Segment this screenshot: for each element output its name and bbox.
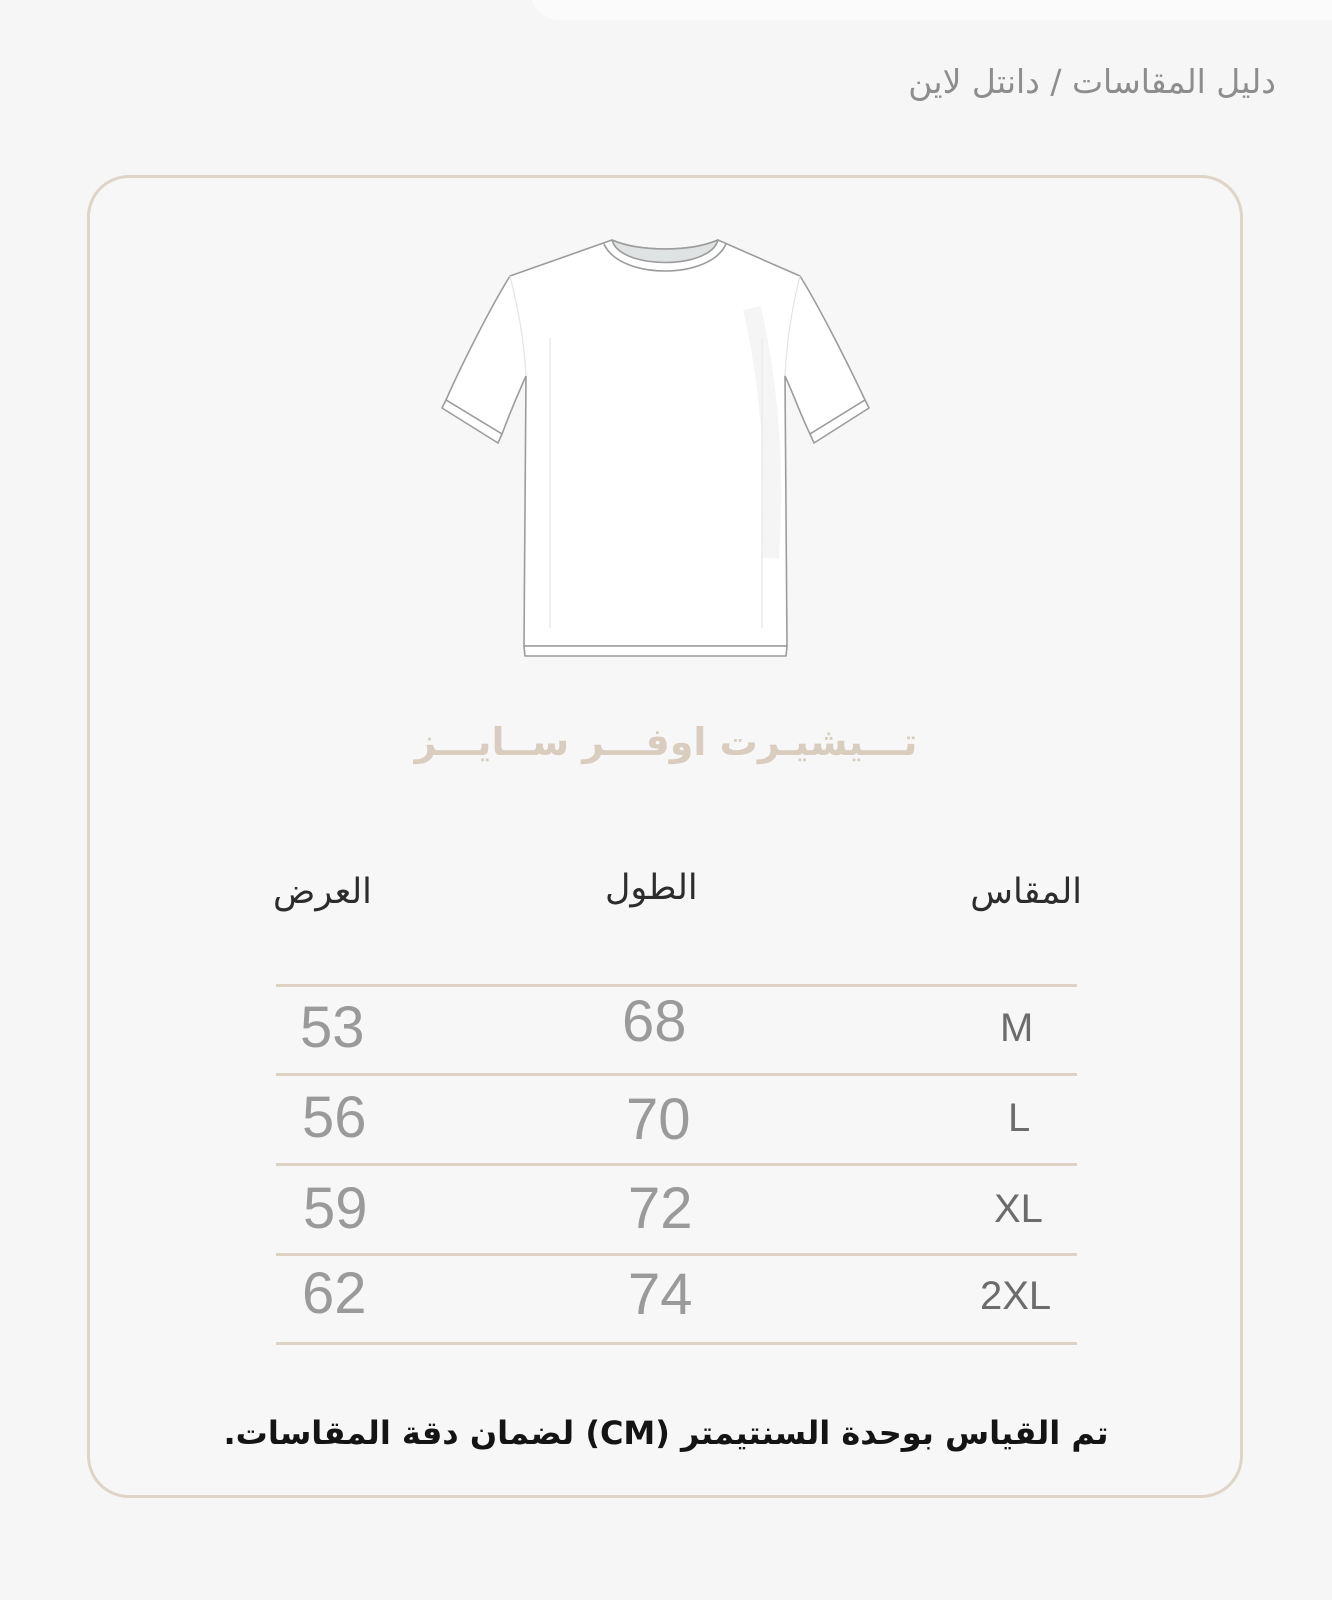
cell-size-m: M xyxy=(1000,1006,1034,1050)
cell-length-2xl: 74 xyxy=(628,1262,693,1327)
header-size: المقاس xyxy=(970,872,1082,912)
cell-width-xl: 59 xyxy=(303,1176,368,1241)
cell-size-xl: XL xyxy=(994,1187,1043,1231)
cell-width-l: 56 xyxy=(302,1085,367,1150)
table-divider xyxy=(276,1163,1077,1166)
measurement-note: تم القياس بوحدة السنتيمتر (CM) لضمان دقة المقاسات. xyxy=(223,1414,1109,1452)
cell-size-l: L xyxy=(1008,1096,1031,1140)
tshirt-illustration xyxy=(440,228,890,678)
table-divider xyxy=(276,1253,1077,1256)
cell-length-m: 68 xyxy=(622,989,687,1054)
top-tab-shape xyxy=(530,0,1332,20)
breadcrumb: دليل المقاسات / دانتل لاين xyxy=(908,62,1276,101)
table-divider xyxy=(276,1342,1077,1345)
table-divider xyxy=(276,984,1077,987)
header-width: العرض xyxy=(273,872,372,912)
cell-width-m: 53 xyxy=(300,995,365,1060)
cell-width-2xl: 62 xyxy=(302,1261,367,1326)
cell-length-xl: 72 xyxy=(628,1176,693,1241)
table-divider xyxy=(276,1073,1077,1076)
cell-length-l: 70 xyxy=(626,1087,691,1152)
cell-size-2xl: 2XL xyxy=(980,1274,1052,1318)
product-name: تـــيشيـرت اوفـــر ســايـــز xyxy=(414,720,918,764)
header-length: الطول xyxy=(605,868,698,908)
